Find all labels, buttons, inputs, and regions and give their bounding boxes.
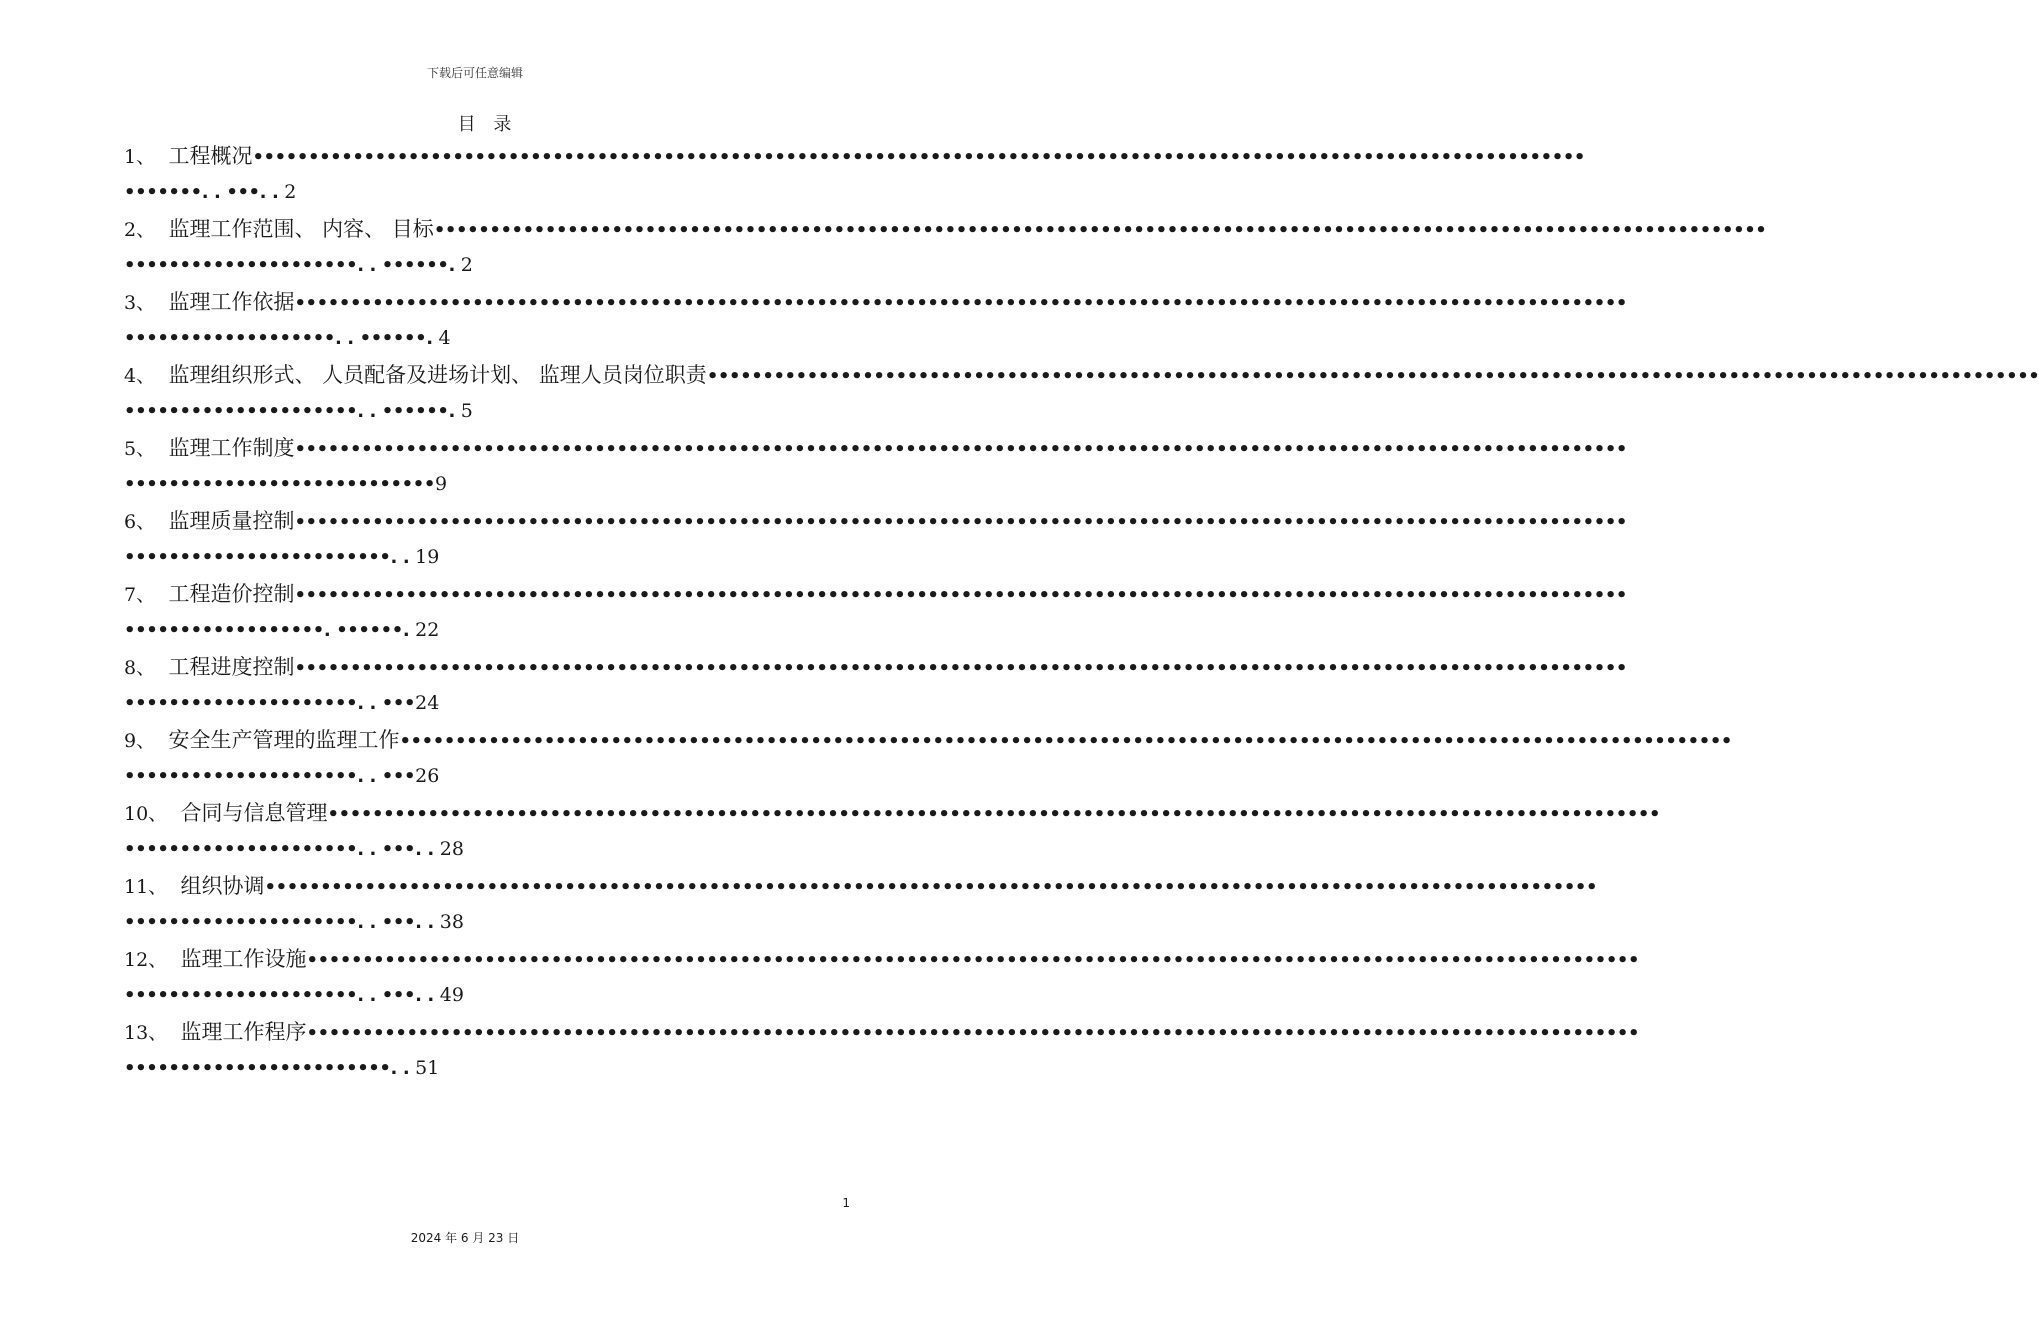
dot-leader: •••••••. . •••. . xyxy=(124,182,285,203)
toc-entry-number: 8、 xyxy=(124,657,156,679)
toc-entry-heading xyxy=(124,649,1628,685)
dot-leader: •••••••••••••••••••••. . ••••••. xyxy=(124,255,461,276)
toc-entry-title: 监理质量控制 xyxy=(168,509,295,533)
dot-leader: •••••••••••••••••••••••••••••••••••••••••••••••••••••••••••••••••••••••••••••••••••••••••••••••••••••••••••••••••••••••• xyxy=(252,147,1586,168)
dot-leader: •••••••••••••••••••••. . •••. . xyxy=(124,985,440,1006)
toc-entry-number: 9、 xyxy=(124,730,156,752)
toc-entry-heading xyxy=(124,941,1640,977)
toc-entry-page-number: 4 xyxy=(438,327,451,349)
toc-entry-title: 工程概况 xyxy=(168,144,253,168)
toc-title: 目 录 xyxy=(457,114,518,135)
toc-entry-title: 工程进度控制 xyxy=(168,655,295,679)
toc-entry[interactable] xyxy=(124,941,1640,1014)
spacer xyxy=(155,290,168,314)
dot-leader: ••••••••••••••••••••••••. . xyxy=(124,1058,416,1079)
footer-date: 2024 年 6 月 23 日 xyxy=(410,1231,520,1245)
toc-entry-title: 监理工作设施 xyxy=(180,947,307,971)
spacer xyxy=(155,436,168,460)
toc-entry-heading xyxy=(124,357,2039,393)
dot-leader: •••••••••••••••••••••••••••••••••••••••••••••••••••••••••••••••••••••••••••••••••••••••••••••••••••••••••••••••••••••••• xyxy=(433,220,1767,241)
toc-entry-number: 5、 xyxy=(124,438,156,460)
dot-leader: •••••••••••••••••••••. . •••. . xyxy=(124,912,440,933)
dot-leader: •••••••••••••••••••••••••••••••••••••••••••••••••••••••••••••••••••••••••••••••••••••••••••••••••••••••••••••••••••••••• xyxy=(294,585,1628,606)
spacer xyxy=(155,655,168,679)
spacer xyxy=(155,509,168,533)
dot-leader: •••••••••••••••••••••••••••••••••••••••••••••••••••••••••••••••••••••••••••••••••••••••••••••••••••••••••••••••••••••••• xyxy=(294,512,1628,533)
dot-leader: •••••••••••••••••••••••••••••••••••••••••••••••••••••••••••••••••••••••••••••••••••••••••••••••••••••••••••••••••••••••• xyxy=(294,293,1628,314)
toc-entry-page-number: 26 xyxy=(415,765,440,787)
toc-entry[interactable] xyxy=(124,503,1628,576)
dot-leader: ••••••••••••••••••. ••••••. xyxy=(124,620,416,641)
toc-entry[interactable] xyxy=(124,576,1628,649)
spacer xyxy=(167,947,180,971)
dot-leader: •••••••••••••••••••••••••••••••••••••••••••••••••••••••••••••••••••••••••••••••••••••••••••••••••••••••••••••••••••••••• xyxy=(306,1023,1640,1044)
toc-entry[interactable] xyxy=(124,795,1661,868)
dot-leader: •••••••••••••••••••••. . ••• xyxy=(124,766,416,787)
spacer xyxy=(167,1020,180,1044)
dot-leader: •••••••••••••••••••••••••••••••••••••••••••••••••••••••••••••••••••••••••••••••••••••••••••••••••••••••••••••••••••••••• xyxy=(294,658,1628,679)
toc-entry-continuation xyxy=(124,320,451,356)
dot-leader: •••••••••••••••••••••. . ••• xyxy=(124,693,416,714)
toc-entry-number: 2、 xyxy=(124,219,156,241)
spacer xyxy=(167,801,180,825)
toc-entry-continuation xyxy=(124,831,464,867)
toc-entry-title: 组织协调 xyxy=(180,874,265,898)
spacer xyxy=(155,144,168,168)
toc-entry-title: 监理工作范围、 内容、 目标 xyxy=(168,217,434,241)
toc-entry-continuation xyxy=(124,977,464,1013)
spacer xyxy=(155,582,168,606)
toc-entry[interactable] xyxy=(124,722,1733,795)
toc-entry-heading xyxy=(124,576,1628,612)
toc-entry-continuation xyxy=(124,904,464,940)
toc-entry-title: 监理工作制度 xyxy=(168,436,295,460)
toc-entry-heading xyxy=(124,722,1733,758)
toc-entry-page-number: 2 xyxy=(460,254,473,276)
toc-entry-heading xyxy=(124,138,1586,174)
toc-entry[interactable] xyxy=(124,1014,1640,1087)
dot-leader: •••••••••••••••••••••. . •••. . xyxy=(124,839,440,860)
toc-entry[interactable] xyxy=(124,430,1628,503)
toc-entry-page-number: 22 xyxy=(415,619,440,641)
toc-entry-heading xyxy=(124,795,1661,831)
toc-entry-page-number: 49 xyxy=(439,984,464,1006)
toc-entry-number: 11、 xyxy=(124,876,168,898)
toc-entry-continuation xyxy=(124,539,439,575)
toc-entry-continuation xyxy=(124,1050,439,1086)
toc-entry-heading xyxy=(124,1014,1640,1050)
toc-entry-page-number: 24 xyxy=(415,692,440,714)
dot-leader: •••••••••••••••••••••. . ••••••. xyxy=(124,401,461,422)
toc-entry-number: 6、 xyxy=(124,511,156,533)
toc-entry-page-number: 19 xyxy=(415,546,440,568)
toc-entry-title: 监理组织形式、 人员配备及进场计划、 监理人员岗位职责 xyxy=(168,363,707,387)
toc-entry-title: 安全生产管理的监理工作 xyxy=(168,728,400,752)
toc-entry-title: 监理工作依据 xyxy=(168,290,295,314)
dot-leader: •••••••••••••••••••••••••••••••••••••••••••••••••••••••••••••••••••••••••••••••••••••••••••••••••••••••••••••••••••••••• xyxy=(327,804,1661,825)
toc-entry-continuation xyxy=(124,247,473,283)
toc-entry-number: 13、 xyxy=(124,1022,168,1044)
dot-leader: •••••••••••••••••••••••••••••••••••••••••••••••••••••••••••••••••••••••••••••••••••••••••••••••••••••••••••••••••••••••• xyxy=(306,950,1640,971)
toc-entry-number: 4、 xyxy=(124,365,156,387)
spacer xyxy=(167,874,180,898)
toc-entry-continuation xyxy=(124,393,473,429)
toc-entry-page-number: 28 xyxy=(439,838,464,860)
toc-entry-continuation xyxy=(124,466,447,502)
dot-leader: •••••••••••••••••••••••••••••••••••••••••••••••••••••••••••••••••••••••••••••••••••••••••••••••••••••••••••••••••••••••• xyxy=(264,877,1598,898)
toc-entry-title: 工程造价控制 xyxy=(168,582,295,606)
toc-entry[interactable] xyxy=(124,211,1767,284)
toc-entry-number: 12、 xyxy=(124,949,168,971)
toc-entry[interactable] xyxy=(124,649,1628,722)
toc-entry-heading xyxy=(124,430,1628,466)
toc-entry-continuation xyxy=(124,612,439,648)
toc-entry-heading xyxy=(124,284,1628,320)
toc-entry-page-number: 5 xyxy=(460,400,473,422)
toc-entry-page-number: 2 xyxy=(284,181,297,203)
dot-leader: ••••••••••••••••••••••••. . xyxy=(124,547,416,568)
dot-leader: •••••••••••••••••••••••••••••••••••••••••••••••••••••••••••••••••••••••••••••••••••••••••••••••••••••••••••••••••••••••• xyxy=(706,366,2039,387)
toc-entry[interactable] xyxy=(124,357,2039,430)
toc-entry-number: 3、 xyxy=(124,292,156,314)
page-number: 1 xyxy=(842,1196,850,1210)
toc-entry-continuation xyxy=(124,758,439,794)
toc-entry[interactable] xyxy=(124,284,1628,357)
toc-entry-heading xyxy=(124,503,1628,539)
page-header: 下载后可任意编辑 xyxy=(426,66,523,80)
dot-leader: •••••••••••••••••••••••••••••••••••••••••••••••••••••••••••••••••••••••••••••••••••••••••••••••••••••••••••••••••••••••• xyxy=(294,439,1628,460)
spacer xyxy=(155,728,168,752)
toc-entry-number: 1、 xyxy=(124,146,156,168)
toc-entry-page-number: 51 xyxy=(415,1057,440,1079)
dot-leader: •••••••••••••••••••. . ••••••. xyxy=(124,328,439,349)
toc-entry-heading xyxy=(124,868,1598,904)
toc-entry-title: 监理工作程序 xyxy=(180,1020,307,1044)
toc-entry-continuation xyxy=(124,685,439,721)
dot-leader: •••••••••••••••••••••••••••• xyxy=(124,474,435,495)
toc-entry-number: 10、 xyxy=(124,803,168,825)
toc-entry-number: 7、 xyxy=(124,584,156,606)
toc-entry-heading xyxy=(124,211,1767,247)
toc-entry[interactable] xyxy=(124,138,1586,211)
dot-leader: •••••••••••••••••••••••••••••••••••••••••••••••••••••••••••••••••••••••••••••••••••••••••••••••••••••••••••••••••••••••• xyxy=(399,731,1733,752)
toc-entry-page-number: 9 xyxy=(434,473,448,495)
toc-entry-title: 合同与信息管理 xyxy=(180,801,328,825)
toc-entry-page-number: 38 xyxy=(439,911,464,933)
toc-entry-continuation xyxy=(124,174,296,210)
toc-entry[interactable] xyxy=(124,868,1598,941)
table-of-contents xyxy=(124,138,2039,1087)
spacer xyxy=(155,363,168,387)
spacer xyxy=(155,217,168,241)
